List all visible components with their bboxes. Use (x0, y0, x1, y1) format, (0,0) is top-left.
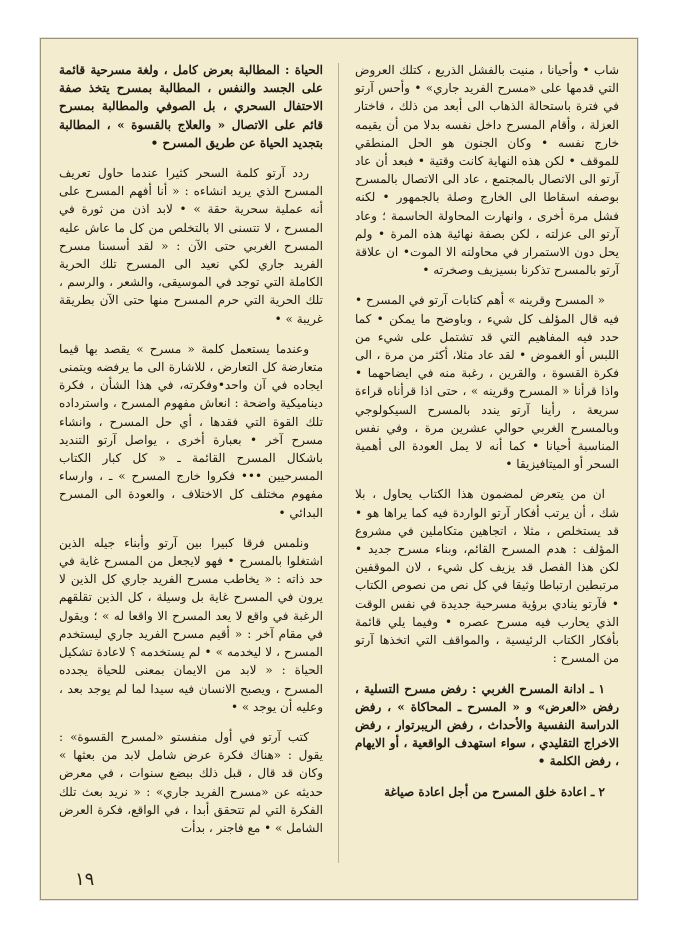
left-paragraph-1: الحياة : المطالبة بعرض كامل ، ولغة مسرحية قائمة على الجسد والنفس ، المطالبة بمسرح يتخذ صفة الاحتفال السحري ، بل الصوفي والمطالبة بمسرح قائم على الاتصال « والعلاج بالقسوة » ، المطالبة بتجديد الحياة عن طريق المسرح • (59, 63, 323, 150)
right-paragraph-2: « المسرح وقرينه » أهم كتابات آرتو في المسرح • فيه قال المؤلف كل شيء ، وباوضح ما يمكن • كما حدد فيه المفاهيم التي قد تشتمل على شيء من اللبس أو الغموض • لقد عاد مثلا، أكثر من مرة ، الى فكرة القسوة ، والقرين ، رغبة منه في ايضاحهما • واذا قرأنا « المسرح وقرينه » ، حتى اذا قرأناه قراءة سريعة ، رأينا آرتو يندد بالمسرح السيكولوجي وبالمسرح الغربي حوالي عشرين مرة ، وفي نفس المناسبة أحيانا • كما أنه لا يمل العودة الى أهمية السحر أو الميتافيزيقا • (355, 293, 619, 472)
left-paragraph-5: كتب آرتو في أول منفستو «لمسرح القسوة» : يقول : «هناك فكرة عرض شامل لابد من بعثها » وكان قد قال ، قبل ذلك ببضع سنوات ، في معرض حديثه عن «مسرح الفريد جاري» : « نريد بعث تلك الفكرة التي لم تتحقق أبدا ، في الواقع، فكرة العرض الشامل » • مع فاجنر ، بدأت (59, 729, 323, 835)
left-paragraph-3: وعندما يستعمل كلمة « مسرح » يقصد بها قيما متعارضة كل التعارض ، للاشارة الى ما يرفضه ويتمنى ايجاده في آن واحد•وفكرته، في هذا الشأن ، فكرة ديناميكية واضحة : انعاش مفهوم المسرح ، واسترداده تلك القوة التي فقدها ، أي حل المسرح ، وانشاء مسرح آخر • بعبارة أخرى ، يواصل آرتو التنديد باشكال المسرح القائمة ـ « كل كبار الكتاب المسرحيين ••• فكروا خارج المسرح » ـ ، وارساء مفهوم مختلف كل الاختلاف ، والعودة الى المسرح البدائي • (59, 341, 323, 520)
right-column (355, 61, 619, 813)
right-paragraph-1: شاب • وأحيانا ، منيت بالفشل الذريع ، كتلك العروض التي قدمها على «مسرح الفريد جاري» • وأحس آرتو في فترة باستحالة الذهاب الى أبعد من ذلك ، فاختار العزلة ، وأقام المسرح داخل نفسه بدلا من أن يقيمه خارج نفسه • وكان الجنون هو الحل المنطقي للموقف • لكن هذه النهاية كانت وقتية • فبعد أن عاد آرتو الى الاتصال بالمجتمع ، عاد الى الاتصال بالمسرح بوصفه اسقاطا الى الخارج وصلة بالجمهور • لكنه فشل مرة أخرى ، وانهارت المحاولة الحاسمة ؛ وعاد آرتو الى عزلته ، لكن بصفة نهائية هذه المرة • ولم يحل دون الاستمرار في محاولته الا الموت• ان علاقة آرتو بالمسرح تذكرنا بسيزيف وصخرته • (355, 63, 619, 278)
right-paragraph-3: ان من يتعرض لمضمون هذا الكتاب يحاول ، بلا شك ، أن يرتب أفكار آرتو الواردة فيه كما يراها هو • قد يستخلص ، مثلا ، اتجاهين متكاملين في مشروع المؤلف : هدم المسرح القائم، وبناء مسرح جديد • لكن هذا الفصل قد يزيف كل شيء ، لان الموقفين مرتبطين ارتباطا وثيقا في كل نص من نصوص الكتاب • فآرتو ينادي برؤية مسرحية جديدة في نفس الوقت الذي يحارب فيه مسرح عصره • وفيما يلي قائمة بأفكار الكتاب الرئيسية ، والمواقف التي اتخذها آرتو من المسرح : (355, 487, 619, 666)
column-divider (338, 63, 339, 863)
page-number: ١٩ (75, 869, 95, 890)
book-page (40, 38, 638, 900)
right-paragraph-4: ١ ـ ادانة المسرح الغربي : رفض مسرح التسلية ، رفض «العرض» و « المسرح ـ المحاكاة » ، رفض الدراسة النفسية والأحداث ، رفض الريبرتوار ، رفض الاخراج التقليدي ، سواء استهدف الواقعية ، أو الايهام ، رفض الكلمة • (355, 681, 619, 769)
left-column (59, 61, 323, 849)
right-paragraph-5: ٢ ـ اعادة خلق المسرح من أجل اعادة صياغة (384, 784, 605, 799)
left-paragraph-4: ونلمس فرقا كبيرا بين آرتو وأبناء جيله الذين اشتغلوا بالمسرح • فهو لايجعل من المسرح غاية في حد ذاته : « يخاطب مسرح الفريد جاري كل الذين لا يرون في المسرح غاية بل وسيلة ، كل الذين تقلقهم الرغبة في واقع لا يعد المسرح الا واقعا له » ؛ ويقول في مقام آخر : « أقيم مسرح الفريد جاري ليستخدم المسرح ، لا ليخدمه » • لم يستخدمه ؟ لاعادة تشكيل الحياة : « لابد من الايمان بمعنى للحياة يجدده المسرح ، ويصبح الانسان فيه سيدا لما لم يوجد بعد ، وعليه أن يوجد » • (59, 535, 323, 714)
left-paragraph-2: ردد آرتو كلمة السحر كثيرا عندما حاول تعريف المسرح الذي يريد انشاءه : « أنا أفهم المسرح على أنه عملية سحرية حقة » • لابد اذن من ثورة في المسرح ، لا تتسنى الا بالتخلص من كل ما عاش عليه المسرح الغربي حتى الآن : « لقد أسسنا مسرح الفريد جاري لكي نعيد الى المسرح تلك الحرية الكاملة التي توجد في الموسيقى، والشعر ، والرسم ، تلك الحرية التي حرم المسرح منها حتى الآن بطريقة غريبة » • (59, 166, 323, 326)
